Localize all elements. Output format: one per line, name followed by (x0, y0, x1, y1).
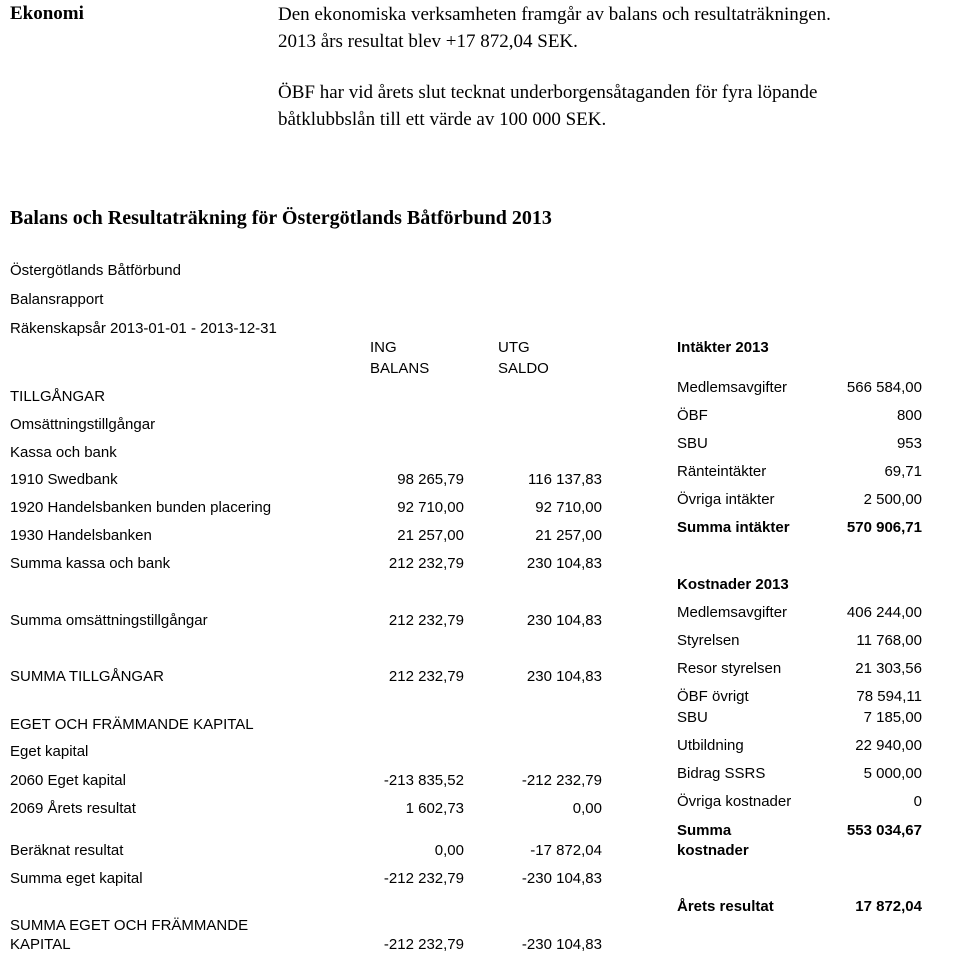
balance-row-label: SUMMA TILLGÅNGAR (10, 668, 164, 685)
col-header-balans: BALANS (370, 360, 430, 377)
balance-row-ing: -213 835,52 (383, 772, 464, 789)
income-row-value: 69,71 (884, 463, 922, 480)
balance-row-utg: -230 104,83 (521, 870, 602, 887)
costs-row-value: 11 768,00 (856, 632, 922, 649)
balance-row-label: SUMMA EGET OCH FRÄMMANDE (10, 917, 249, 934)
costs-total-value: 553 034,67 (846, 822, 922, 839)
section-label: Ekonomi (10, 3, 84, 24)
balance-row-ing: 1 602,73 (405, 800, 464, 817)
balance-row-label: TILLGÅNGAR (10, 388, 106, 405)
col-header-utg: UTG (498, 339, 530, 356)
costs-row-value: 5 000,00 (863, 765, 922, 782)
balance-row-utg: -230 104,83 (521, 936, 602, 953)
costs-row-label: Utbildning (677, 737, 744, 754)
balance-row-ing: -212 232,79 (383, 870, 464, 887)
balance-row-label: EGET OCH FRÄMMANDE KAPITAL (10, 716, 254, 733)
income-row-value: 566 584,00 (846, 379, 922, 396)
costs-header: Kostnader 2013 (677, 576, 789, 593)
costs-row-label: Resor styrelsen (677, 660, 782, 677)
intro-line-3: ÖBF har vid årets slut tecknat underborgensåtaganden för fyra löpande (278, 82, 818, 103)
intro-line-1: Den ekonomiska verksamheten framgår av balans och resultaträkningen. (278, 4, 831, 25)
fiscal-period: Räkenskapsår 2013-01-01 - 2013-12-31 (10, 320, 277, 337)
costs-total-label-2: kostnader (677, 842, 749, 859)
costs-row-label: SBU (677, 709, 708, 726)
balance-row-label: Summa kassa och bank (10, 555, 171, 572)
costs-row-label: Övriga kostnader (677, 793, 792, 810)
result-label: Årets resultat (677, 898, 774, 915)
costs-row-value: 22 940,00 (855, 737, 922, 754)
income-total-label: Summa intäkter (677, 519, 790, 536)
income-row-value: 2 500,00 (863, 491, 922, 508)
costs-row-label: Bidrag SSRS (677, 765, 766, 782)
intro-line-4: båtklubbslån till ett värde av 100 000 SEK. (278, 109, 607, 130)
balance-row-label: 1920 Handelsbanken bunden placering (10, 499, 272, 516)
balance-row-label: Summa eget kapital (10, 870, 143, 887)
costs-total-label-1: Summa (677, 822, 732, 839)
balance-row-label: Omsättningstillgångar (10, 416, 156, 433)
balance-row-utg: -212 232,79 (521, 772, 602, 789)
income-row-value: 800 (896, 407, 922, 424)
balance-row-ing: 21 257,00 (397, 527, 464, 544)
balance-row-ing: 0,00 (434, 842, 464, 859)
balance-row-label: Summa omsättningstillgångar (10, 612, 208, 629)
balance-row-label: Beräknat resultat (10, 842, 124, 859)
org-name: Östergötlands Båtförbund (10, 262, 181, 279)
page-title: Balans och Resultaträkning för Östergötlands Båtförbund 2013 (10, 207, 552, 229)
costs-row-value: 0 (913, 793, 922, 810)
income-row-value: 953 (896, 435, 922, 452)
income-row-label: ÖBF (677, 407, 708, 424)
costs-row-value: 21 303,56 (855, 660, 922, 677)
costs-row-label: Medlemsavgifter (677, 604, 788, 621)
balance-row-ing: 212 232,79 (388, 612, 464, 629)
balance-row-label: 2069 Årets resultat (10, 800, 136, 817)
balance-row-ing: 212 232,79 (388, 668, 464, 685)
costs-row-label: Styrelsen (677, 632, 740, 649)
costs-row-value: 78 594,11 (856, 688, 922, 705)
col-header-saldo: SALDO (498, 360, 549, 377)
result-value: 17 872,04 (855, 898, 922, 915)
balance-row-utg: 230 104,83 (526, 612, 602, 629)
balance-row-utg: 230 104,83 (526, 668, 602, 685)
intro-line-2: 2013 års resultat blev +17 872,04 SEK. (278, 31, 578, 52)
balance-row-utg: 92 710,00 (535, 499, 602, 516)
balance-row-label: 1910 Swedbank (10, 471, 118, 488)
balance-row-label: 1930 Handelsbanken (10, 527, 152, 544)
report-name: Balansrapport (10, 291, 104, 308)
balance-row-ing: -212 232,79 (383, 936, 464, 953)
balance-row-label: Kassa och bank (10, 444, 117, 461)
balance-row-utg: 21 257,00 (535, 527, 602, 544)
balance-row-ing: 212 232,79 (388, 555, 464, 572)
col-header-ing: ING (370, 339, 397, 356)
income-header: Intäkter 2013 (677, 339, 769, 356)
balance-row-ing: 92 710,00 (397, 499, 464, 516)
income-row-label: Ränteintäkter (677, 463, 767, 480)
costs-row-value: 7 185,00 (863, 709, 922, 726)
balance-row-utg: 116 137,83 (528, 471, 602, 488)
balance-row-utg: 230 104,83 (526, 555, 602, 572)
costs-row-value: 406 244,00 (846, 604, 922, 621)
costs-row-label: ÖBF övrigt (677, 688, 749, 705)
income-row-label: SBU (677, 435, 708, 452)
balance-row-label: Eget kapital (10, 743, 89, 760)
balance-row-utg: -17 872,04 (530, 842, 602, 859)
balance-row-ing: 98 265,79 (397, 471, 464, 488)
income-total-value: 570 906,71 (846, 519, 922, 536)
balance-row-label: KAPITAL (10, 936, 71, 953)
income-row-label: Medlemsavgifter (677, 379, 788, 396)
balance-row-utg: 0,00 (572, 800, 602, 817)
income-row-label: Övriga intäkter (677, 491, 775, 508)
balance-row-label: 2060 Eget kapital (10, 772, 126, 789)
